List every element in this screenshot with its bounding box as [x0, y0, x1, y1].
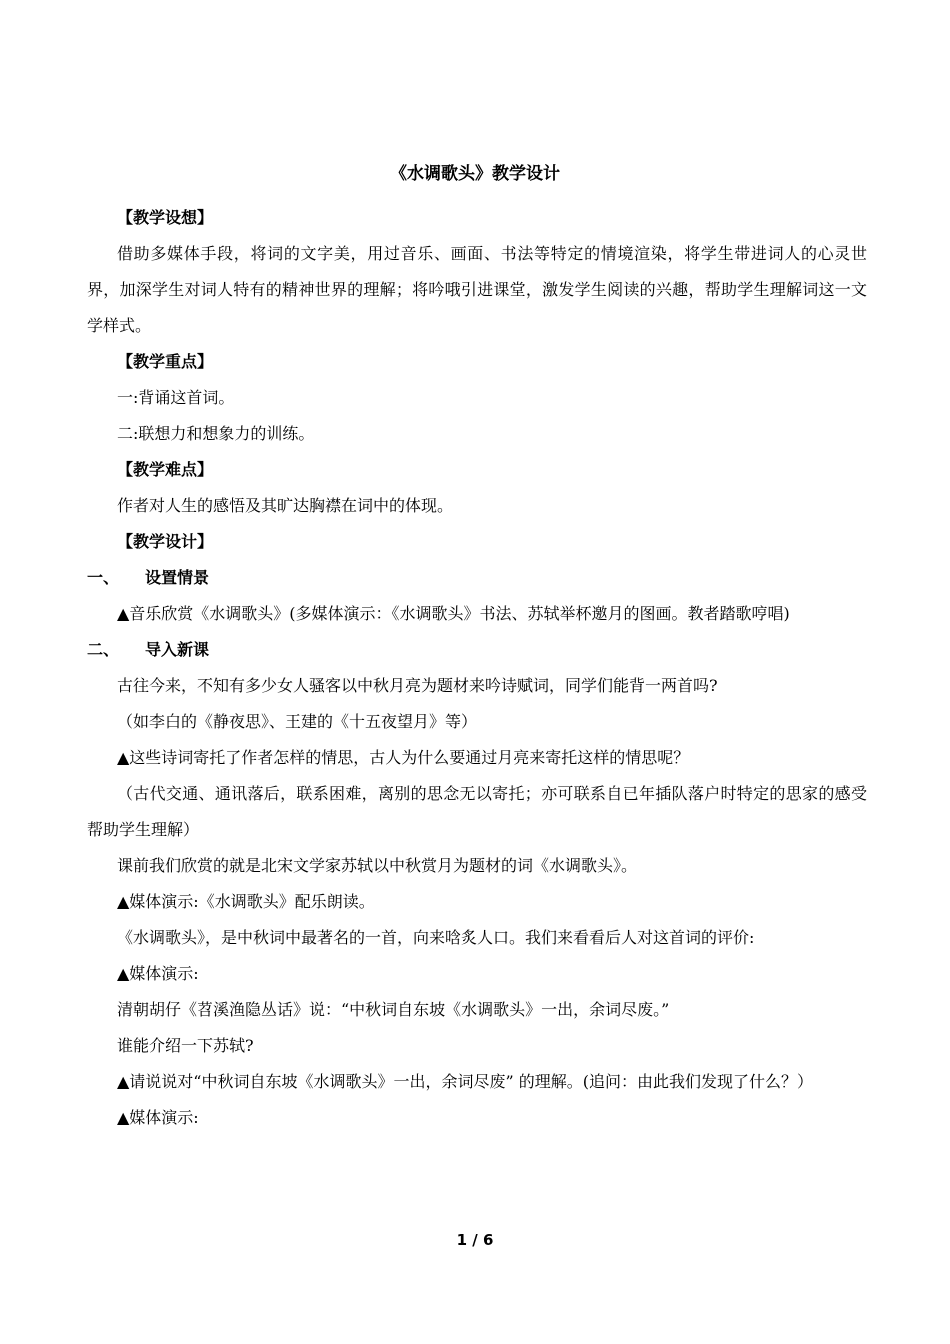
section-2-line-5: 课前我们欣赏的就是北宋文学家苏轼以中秋赏月为题材的词《水调歌头》。 [117, 856, 638, 875]
section-2-line-4: （古代交通、通讯落后，联系困难，离别的思念无以寄托；亦可联系自已年插队落户时特定的思家的感受帮助学生理解） [87, 784, 867, 839]
section-1-heading [87, 560, 867, 596]
section-2-title: 导入新课 [145, 640, 210, 659]
heading-key-points: 【教学重点】 [117, 352, 214, 371]
difficult-point-1: 作者对人生的感悟及其旷达胸襟在词中的体现。 [117, 496, 454, 515]
section-2-line-1: 古往今来，不知有多少女人骚客以中秋月亮为题材来吟诗赋词，同学们能背一两首吗? [117, 676, 718, 695]
section-1-title: 设置情景 [145, 568, 210, 587]
key-point-2: 二:联想力和想象力的训练。 [117, 424, 315, 443]
section-2-line-8: ▲媒体演示: [117, 964, 199, 983]
section-2-line-3: ▲这些诗词寄托了作者怎样的情思，古人为什么要通过月亮来寄托这样的情思呢？ [117, 748, 690, 767]
section-2-line-6: ▲媒体演示:《水调歌头》配乐朗读。 [117, 892, 375, 911]
heading-difficult-points: 【教学难点】 [117, 460, 214, 479]
page-number: 1 / 6 [456, 1231, 494, 1249]
document-title: 《水调歌头》教学设计 [390, 164, 560, 184]
section-2-number: 二、 [87, 640, 120, 659]
section-2-line-10: 谁能介绍一下苏轼? [117, 1036, 254, 1055]
section-2-line-12: ▲媒体演示: [117, 1108, 199, 1127]
section-1-paragraph: ▲音乐欣赏《水调歌头》(多媒体演示：《水调歌头》书法、苏轼举杯邀月的图画。教者踏歌哼唱) [117, 604, 790, 623]
section-2-line-11: ▲请说说对“中秋词自东坡《水调歌头》一出，余词尽废” 的理解。(追问：由此我们发现了什么？） [117, 1072, 813, 1091]
heading-teaching-idea: 【教学设想】 [117, 208, 214, 227]
key-point-1: 一:背诵这首词。 [117, 388, 235, 407]
section-2-heading [87, 632, 867, 668]
section-2-line-2: （如李白的《静夜思》、王建的《十五夜望月》等） [117, 712, 478, 731]
section-2-line-9: 清朝胡仔《苕溪渔隐丛话》说：“中秋词自东坡《水调歌头》一出，余词尽废。” [117, 1000, 670, 1019]
paragraph-teaching-idea: 借助多媒体手段，将词的文字美，用过音乐、画面、书法等特定的情境渲染，将学生带进词人的心灵世界，加深学生对词人特有的精神世界的理解；将吟哦引进课堂，激发学生阅读的兴趣，帮助学生理解词这一文学样式。 [87, 244, 867, 335]
section-2-line-7: 《水调歌头》，是中秋词中最著名的一首，向来唅炙人口。我们来看看后人对这首词的评价: [117, 928, 755, 947]
section-1-number: 一、 [87, 568, 120, 587]
document-body [87, 200, 867, 1136]
heading-teaching-design: 【教学设计】 [117, 532, 214, 551]
